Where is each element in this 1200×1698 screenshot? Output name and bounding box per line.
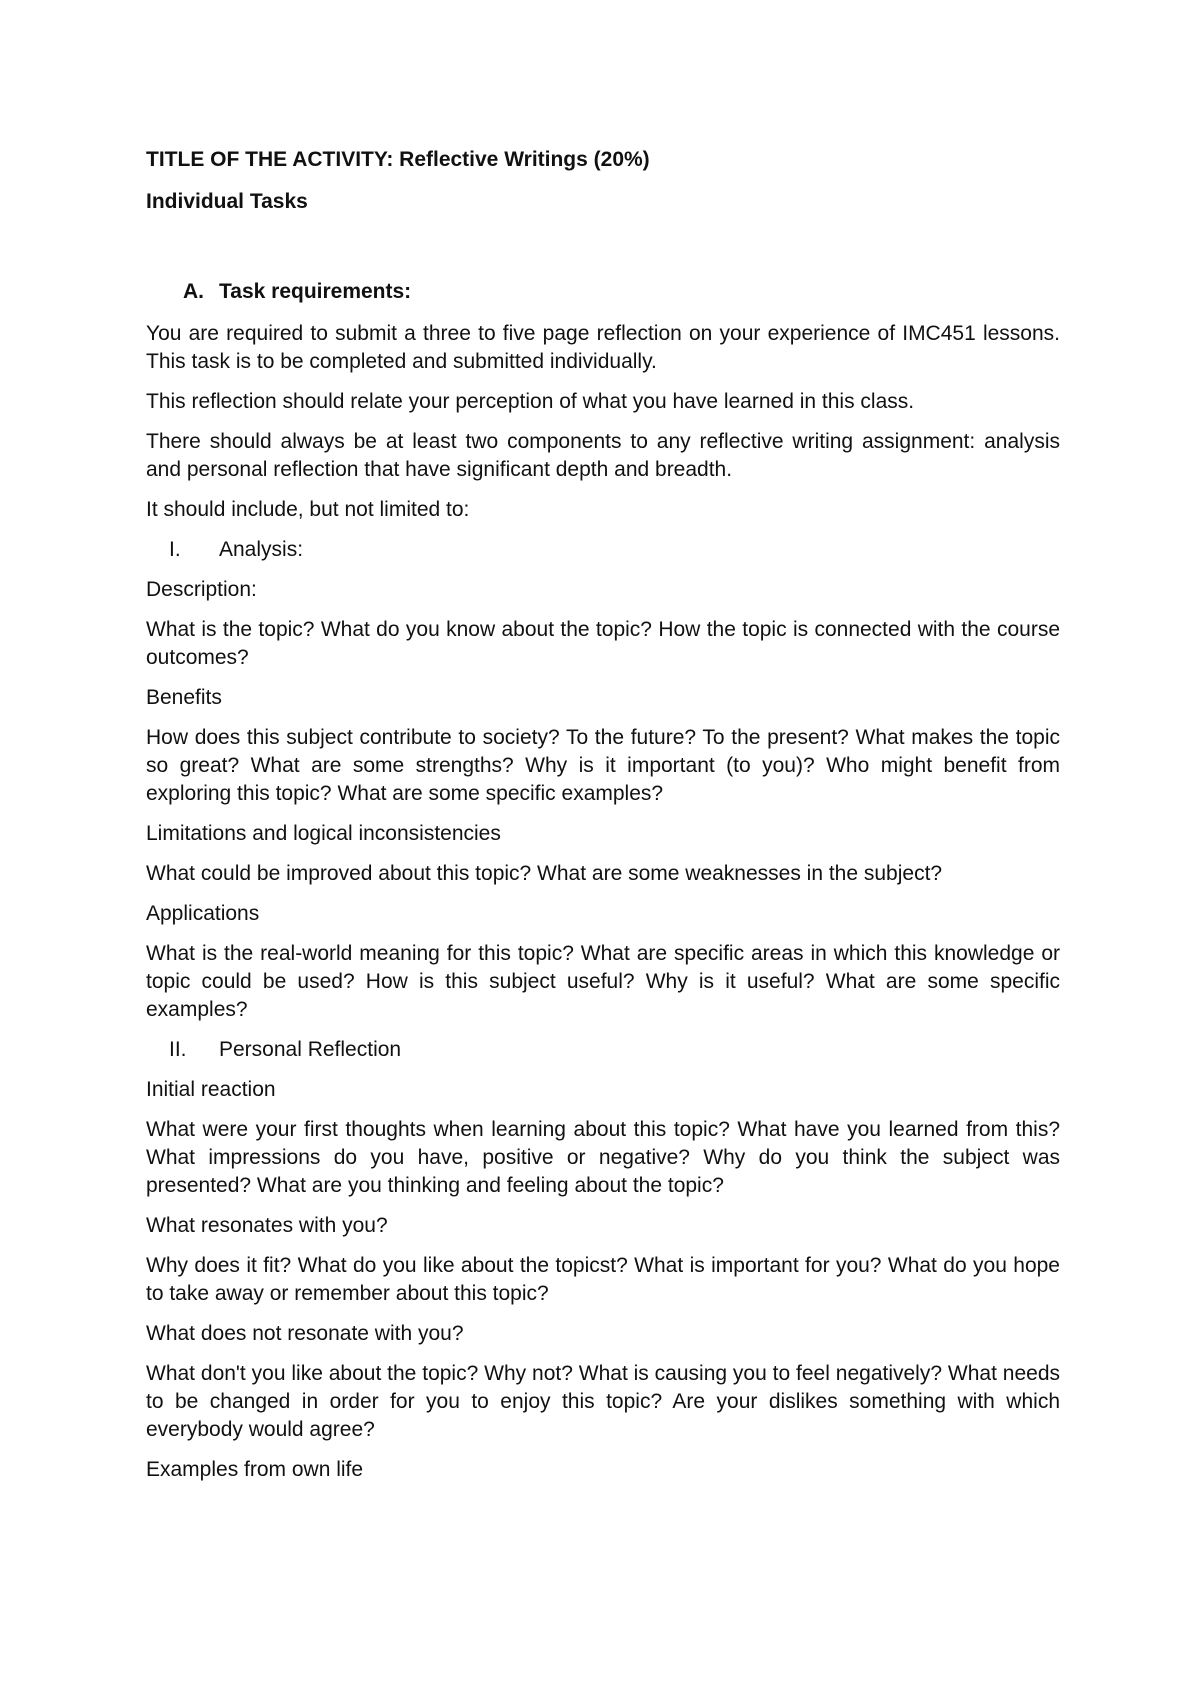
item-heading: What resonates with you? [146,1214,388,1237]
activity-title: TITLE OF THE ACTIVITY: Reflective Writings (20%) [146,148,650,171]
intro-paragraph: It should include, but not limited to: [146,498,470,521]
item-heading: Applications [146,902,260,925]
item-text: What is the real-world meaning for this topic? What are specific areas in which this knowledge or topic could be used? How is this subject useful? Why is it useful? What are some specific examples? [146,942,1060,1021]
section-a-label: Task requirements: [219,280,412,303]
individual-tasks-subtitle: Individual Tasks [146,190,308,213]
item-text: What were your first thoughts when learning about this topic? What have you learned from this? What impressions do you have, positive or negative? Why do you think the subject was presented? What are you thinking and feeling about the topic? [146,1118,1060,1197]
item-text: What could be improved about this topic? What are some weaknesses in the subject? [146,862,943,885]
item-text: What is the topic? What do you know about the topic? How the topic is connected with the course outcomes? [146,618,1060,669]
section-a-marker: A. [183,280,204,303]
item-heading: Benefits [146,686,222,709]
part-two-label: Personal Reflection [219,1038,402,1061]
section-a-heading [183,278,1060,306]
part-two-numeral: II. [169,1038,187,1061]
document-content [146,146,1060,1484]
item-text: How does this subject contribute to society? To the future? To the present? What makes the topic so great? What are some strengths? Why is it important (to you)? Who might benefit from exploring this topic? What are some specific examples? [146,726,1060,805]
item-heading: Limitations and logical inconsistencies [146,822,501,845]
part-one-heading [146,536,1060,564]
intro-paragraph: This reflection should relate your perception of what you have learned in this class. [146,390,915,413]
item-heading: Initial reaction [146,1078,276,1101]
intro-paragraph: You are required to submit a three to five page reflection on your experience of IMC451 lessons. This task is to be completed and submitted individually. [146,322,1060,373]
item-heading: Examples from own life [146,1458,364,1481]
part-one-label: Analysis: [219,538,304,561]
item-heading: Description: [146,578,257,601]
item-text: Why does it fit? What do you like about the topicst? What is important for you? What do you hope to take away or remember about this topic? [146,1254,1060,1305]
item-heading: What does not resonate with you? [146,1322,464,1345]
intro-paragraph: There should always be at least two components to any reflective writing assignment: analysis and personal reflection that have significant depth and breadth. [146,430,1060,481]
part-one-numeral: I. [169,538,181,561]
part-two-heading [146,1036,1060,1064]
item-text: What don't you like about the topic? Why not? What is causing you to feel negatively? What needs to be changed in order for you to enjoy this topic? Are your dislikes something with which everybody would agree? [146,1362,1060,1441]
